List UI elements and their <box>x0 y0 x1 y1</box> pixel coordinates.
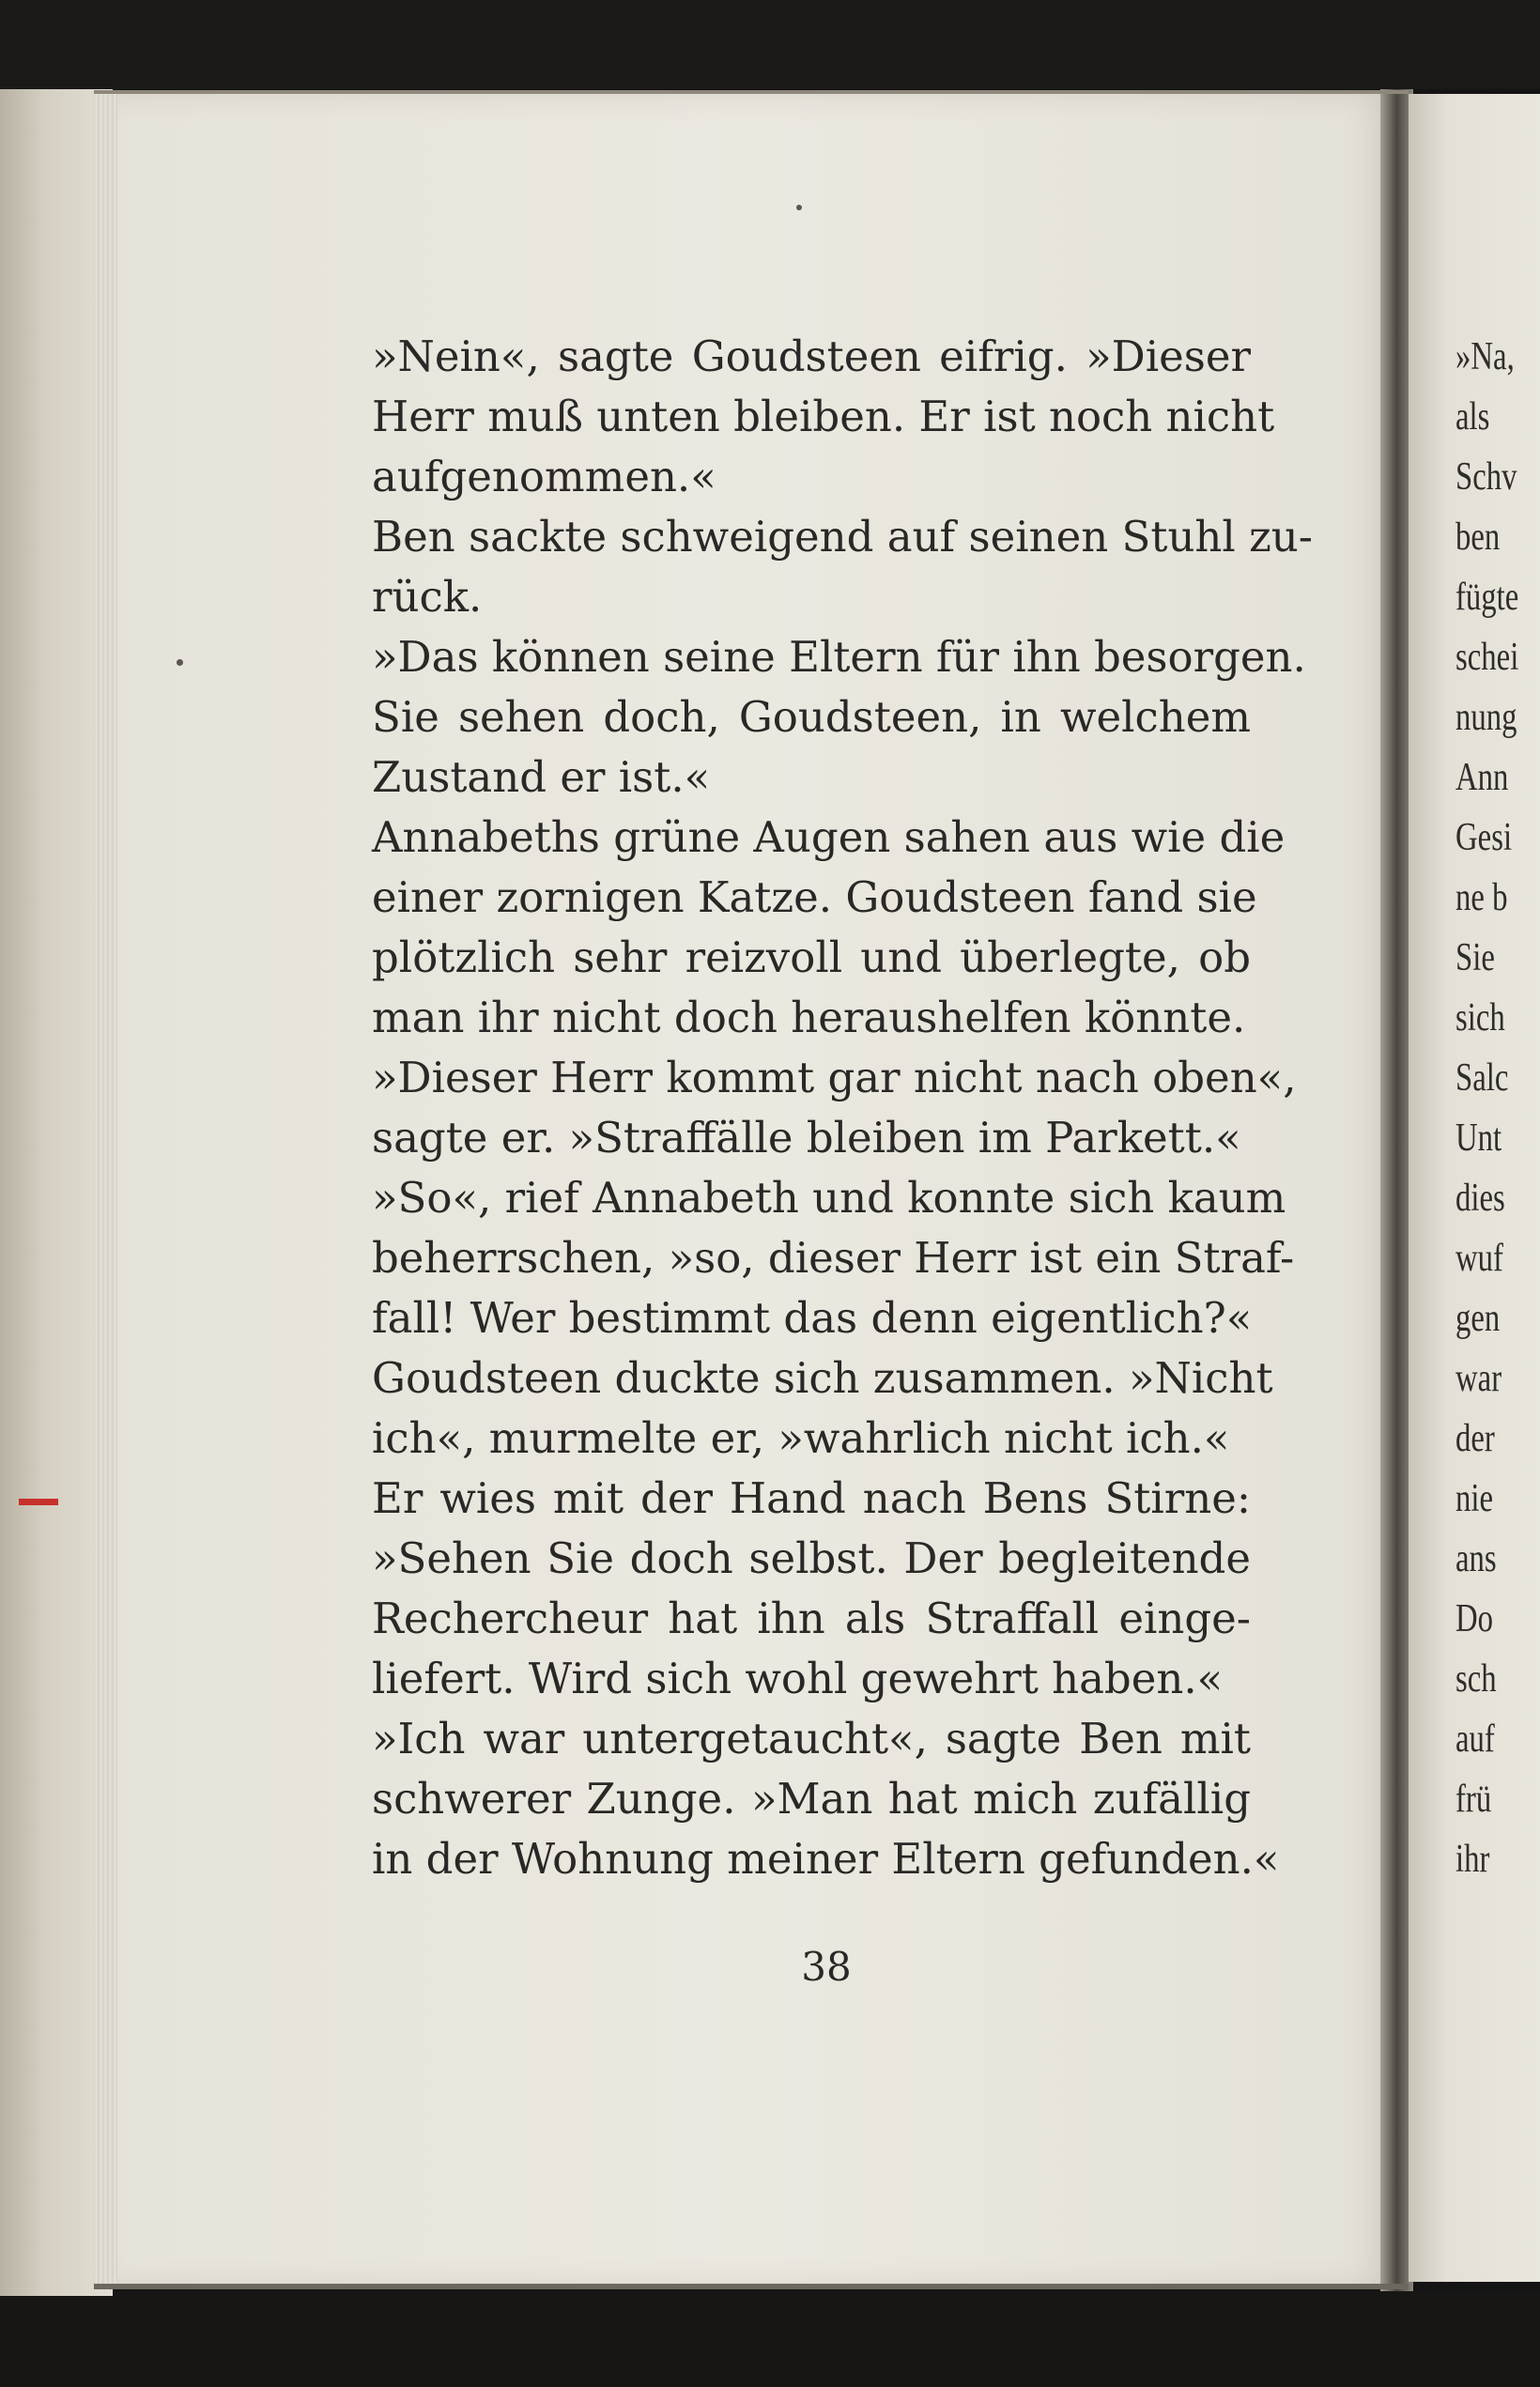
text-line: einer zornigen Katze. Goudsteen fand sie <box>372 872 1257 922</box>
text-line-fragment: Schv <box>1455 455 1517 499</box>
text-line: schwerer Zunge. »Man hat mich zufällig <box>372 1774 1251 1824</box>
red-bookmark-marker <box>19 1499 58 1505</box>
text-line-fragment: ans <box>1455 1537 1497 1580</box>
text-line: in der Wohnung meiner Eltern gefunden.« <box>372 1834 1280 1884</box>
text-line: Herr muß unten bleiben. Er ist noch nicht <box>372 392 1275 441</box>
text-line-fragment: Salc <box>1455 1056 1509 1100</box>
text-line: plötzlich sehr reizvoll und überlegte, ob <box>372 932 1251 982</box>
text-line: »Nein«, sagte Goudsteen eifrig. »Dieser <box>372 331 1251 381</box>
text-line-fragment: als <box>1455 395 1490 439</box>
page-speck <box>177 659 183 666</box>
text-line-fragment: frü <box>1455 1778 1492 1821</box>
text-line-fragment: Sie <box>1455 936 1495 979</box>
text-line-fragment: Gesi <box>1455 816 1513 859</box>
text-line: Annabeths grüne Augen sahen aus wie die <box>372 812 1286 862</box>
text-line-fragment: Do <box>1455 1597 1494 1640</box>
text-line-fragment: gen <box>1455 1297 1501 1340</box>
text-line: »Ich war untergetaucht«, sagte Ben mit <box>372 1714 1251 1763</box>
text-line-fragment: fügte <box>1455 576 1519 619</box>
text-line: sagte er. »Straffälle bleiben im Parkett.« <box>372 1113 1241 1163</box>
text-line: rück. <box>372 572 483 622</box>
page-top-edge <box>94 90 1409 94</box>
page-bottom-edge <box>94 2284 1409 2289</box>
text-line-fragment: ben <box>1455 516 1501 559</box>
page-number: 38 <box>801 1944 852 1990</box>
text-line-fragment: sch <box>1455 1657 1497 1701</box>
text-line: aufgenommen.« <box>372 452 716 501</box>
text-line-fragment: schei <box>1455 636 1519 679</box>
text-line-fragment: sich <box>1455 996 1505 1040</box>
text-line: »So«, rief Annabeth und konnte sich kaum <box>372 1173 1286 1223</box>
text-line-fragment: wuf <box>1455 1237 1503 1280</box>
text-line-fragment: Ann <box>1455 756 1509 799</box>
text-line-fragment: dies <box>1455 1177 1505 1220</box>
right-page-text-fragments <box>1455 327 1529 1889</box>
page-speck <box>796 205 802 210</box>
background-bottom <box>0 2291 1540 2387</box>
text-line: beherrschen, »so, dieser Herr ist ein Straf- <box>372 1233 1295 1283</box>
text-line: Rechercheur hat ihn als Straffall einge- <box>372 1594 1251 1643</box>
text-line-fragment: nie <box>1455 1477 1494 1520</box>
text-line: man ihr nicht doch heraushelfen könnte. <box>372 993 1246 1042</box>
text-line: ich«, murmelte er, »wahrlich nicht ich.« <box>372 1413 1230 1463</box>
text-line: »Das können seine Eltern für ihn besorgen. <box>372 632 1306 682</box>
text-line: Zustand er ist.« <box>372 752 711 802</box>
text-line: liefert. Wird sich wohl gewehrt haben.« <box>372 1654 1224 1703</box>
text-line: Sie sehen doch, Goudsteen, in welchem <box>372 692 1251 742</box>
text-line-fragment: Unt <box>1455 1116 1502 1160</box>
left-page-text <box>372 327 1313 1889</box>
text-line-fragment: war <box>1455 1357 1502 1400</box>
text-line: Er wies mit der Hand nach Bens Stirne: <box>372 1473 1251 1523</box>
text-line: fall! Wer bestimmt das denn eigentlich?« <box>372 1293 1253 1343</box>
text-line-fragment: nung <box>1455 696 1517 739</box>
text-line-fragment: ihr <box>1455 1838 1490 1881</box>
background-top <box>0 0 1540 89</box>
text-line: Goudsteen duckte sich zusammen. »Nicht <box>372 1353 1273 1403</box>
text-line-fragment: auf <box>1455 1717 1495 1761</box>
text-line-fragment: »Na, <box>1455 335 1515 378</box>
text-line: »Sehen Sie doch selbst. Der begleitende <box>372 1533 1251 1583</box>
text-line-fragment: ne b <box>1455 876 1508 919</box>
text-line: Ben sackte schweigend auf seinen Stuhl zu- <box>372 512 1313 562</box>
text-line-fragment: der <box>1455 1417 1495 1460</box>
text-line: »Dieser Herr kommt gar nicht nach oben«, <box>372 1053 1297 1102</box>
